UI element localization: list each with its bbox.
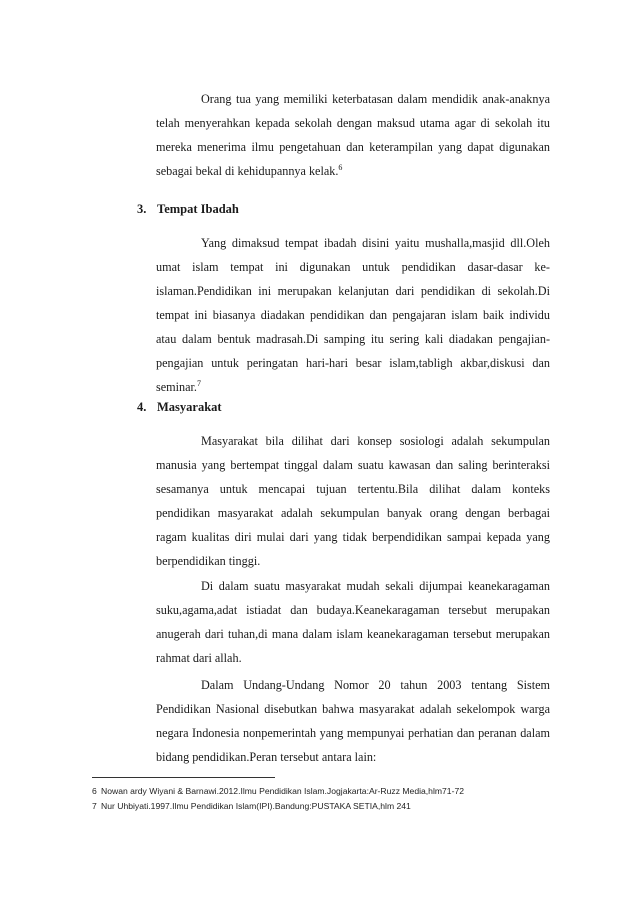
footnote-text: Nowan ardy Wiyani & Barnawi.2012.Ilmu Pendidikan Islam.Jogjakarta:Ar-Ruzz Media,hlm71-72 — [101, 786, 465, 796]
footnote-6 — [92, 785, 464, 797]
paragraph-orang-tua — [156, 87, 550, 183]
footnote-marker: 6 — [92, 786, 97, 796]
paragraph-masyarakat-definisi: Masyarakat bila dilihat dari konsep sosiologi adalah sekumpulan manusia yang bertempat tinggal dalam suatu kawasan dan saling berinteraksi sesamanya untuk mencapai tujuan tertentu.Bila dilihat dalam konteks pendidikan masyarakat adalah sekumpulan banyak orang dengan berbagai ragam kualitas diri mulai dari yang tidak berpendidikan sampai kepada yang berpendidikan tinggi. — [156, 434, 550, 568]
heading-title: Masyarakat — [157, 400, 222, 414]
section-heading-tempat-ibadah — [137, 202, 239, 217]
footnote-reference: 7 — [196, 378, 201, 388]
footnote-marker: 7 — [92, 801, 97, 811]
heading-number: 3. — [137, 202, 147, 216]
footnote-reference: 6 — [338, 162, 343, 172]
paragraph-keanekaragaman: Di dalam suatu masyarakat mudah sekali dijumpai keanekaragaman suku,agama,adat istiadat dan budaya.Keanekaragaman tersebut merupakan anugerah dari tuhan,di mana dalam islam keanekaragaman tersebut merupakan rahmat dari allah. — [156, 579, 550, 665]
footnote-7 — [92, 800, 411, 812]
paragraph-text: Orang tua yang memiliki keterbatasan dalam mendidik anak-anaknya telah menyerahkan kepada sekolah dengan maksud utama agar di sekolah itu mereka menerima ilmu pengetahuan dan keterampilan yang dapat digunakan sebagai bekal di kehidupannya kelak. — [156, 92, 550, 178]
section-heading-masyarakat — [137, 400, 222, 415]
footnote-text: Nur Uhbiyati.1997.Ilmu Pendidikan Islam(IPI).Bandung:PUSTAKA SETIA,hlm 241 — [101, 801, 411, 811]
paragraph-text: Yang dimaksud tempat ibadah disini yaitu mushalla,masjid dll.Oleh umat islam tempat ini digunakan untuk pendidikan dasar-dasar ke-islaman.Pendidikan ini merupakan kelanjutan dari pendidikan di sekolah.Di tempat ini biasanya diadakan pendidikan dan pengajaran islam baik individu atau dalam bentuk madrasah.Di samping itu sering kali diadakan pengajian-pengajian untuk peringatan hari-hari besar islam,tabligh akbar,diskusi dan seminar. — [156, 236, 550, 394]
paragraph-undang-undang: Dalam Undang-Undang Nomor 20 tahun 2003 tentang Sistem Pendidikan Nasional disebutkan bahwa masyarakat adalah sekelompok warga negara Indonesia nonpemerintah yang mempunyai perhatian dan peranan dalam bidang pendidikan.Peran tersebut antara lain: — [156, 678, 550, 764]
footnote-divider — [92, 777, 275, 778]
paragraph-tempat-ibadah — [156, 231, 550, 399]
heading-title: Tempat Ibadah — [157, 202, 239, 216]
heading-number: 4. — [137, 400, 147, 414]
